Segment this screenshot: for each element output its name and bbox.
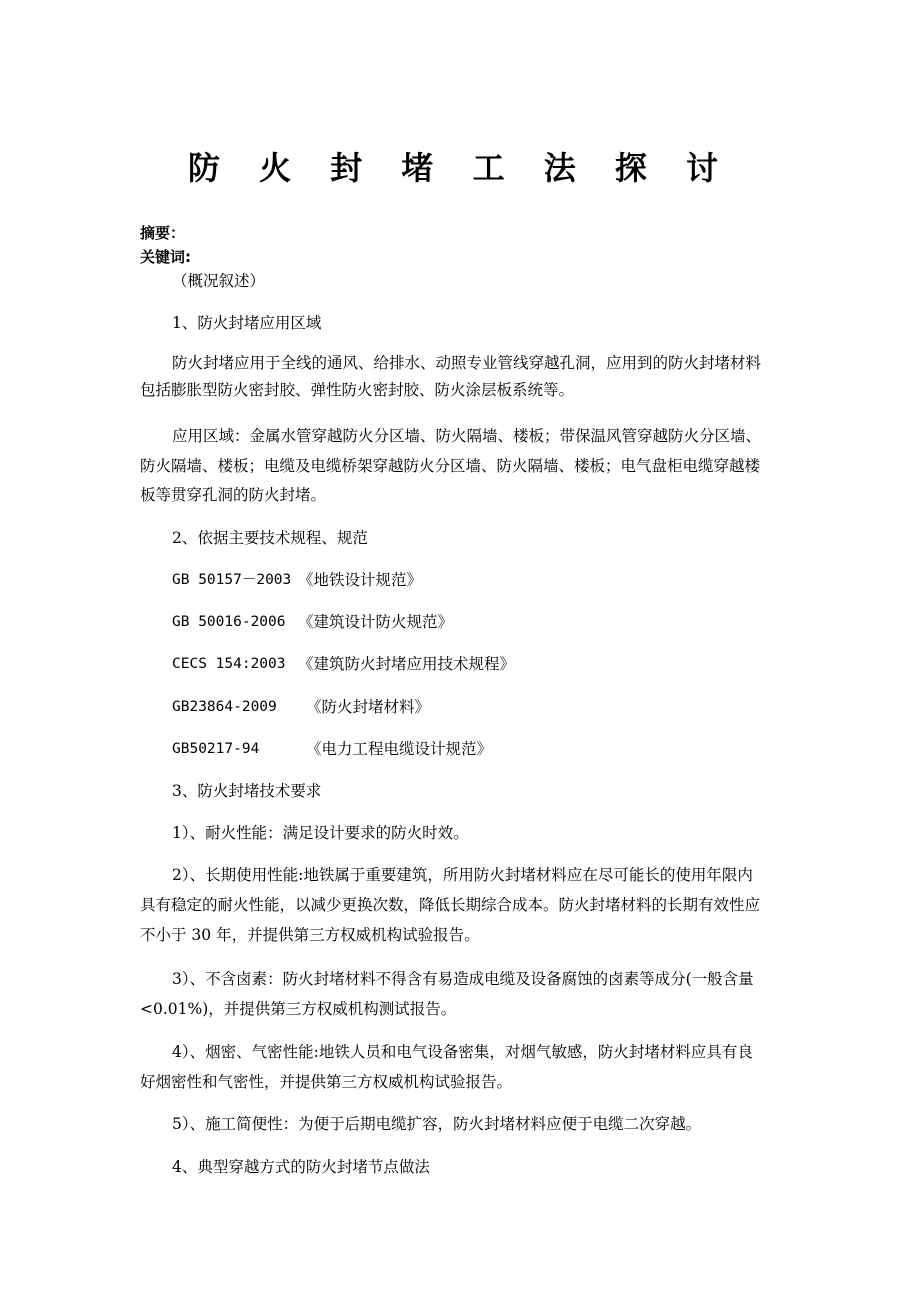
standard-row — [172, 611, 454, 633]
standard-code: GB23864-2009 — [172, 699, 277, 715]
standard-code: CECS 154:2003 — [172, 656, 286, 672]
requirement-3-line-2: <0.01%)，并提供第三方权威机构测试报告。 — [140, 1000, 457, 1018]
section-3-heading: 3、防火封堵技术要求 — [172, 782, 322, 800]
standard-row — [172, 696, 431, 718]
requirement-1: 1）、耐火性能：满足设计要求的防火时效。 — [172, 824, 469, 842]
requirement-3-line-1: 3）、不含卤素：防火封堵材料不得含有易造成电缆及设备腐蚀的卤素等成分(一般含量 — [172, 970, 754, 988]
standard-code: GB 50157－2003 — [172, 572, 292, 588]
requirement-4-line-2: 好烟密性和气密性，并提供第三方权威机构试验报告。 — [140, 1073, 513, 1091]
standard-name: 《建筑设计防火规范》 — [298, 613, 454, 631]
requirement-2-line-1: 2）、长期使用性能:地铁属于重要建筑，所用防火封堵材料应在尽可能长的使用年限内 — [172, 866, 753, 884]
requirement-2-line-2: 具有稳定的耐火性能，以减少更换次数，降低长期综合成本。防火封堵材料的长期有效性应 — [140, 896, 761, 914]
section-2-heading: 2、依据主要技术规程、规范 — [172, 529, 368, 547]
standard-name: 《防火封堵材料》 — [306, 698, 431, 716]
standard-row — [172, 653, 516, 675]
standard-row — [172, 738, 493, 760]
overview-note: （概况叙述） — [172, 272, 266, 290]
standard-code: GB 50016-2006 — [172, 614, 286, 630]
section-1-para-2-line-2: 防火隔墙、楼板；电缆及电缆桥架穿越防火分区墙、防火隔墙、楼板；电气盘柜电缆穿越楼 — [140, 457, 761, 475]
section-1-para-1-line-2: 包括膨胀型防火密封胶、弹性防火密封胶、防火涂层板系统等。 — [140, 381, 575, 399]
requirement-2-line-3: 不小于 30 年，并提供第三方权威机构试验报告。 — [140, 926, 480, 944]
document-title: 防 火 封 堵 工 法 探 讨 — [188, 149, 732, 187]
standard-name: 《电力工程电缆设计规范》 — [306, 740, 493, 758]
standard-code: GB50217-94 — [172, 741, 260, 757]
section-1-para-2-line-3: 板等贯穿孔洞的防火封堵。 — [140, 486, 327, 504]
abstract-label: 摘要： — [140, 224, 186, 242]
section-1-heading: 1、防火封堵应用区域 — [172, 314, 322, 332]
section-4-heading: 4、典型穿越方式的防火封堵节点做法 — [172, 1158, 430, 1176]
section-1-para-1-line-1: 防火封堵应用于全线的通风、给排水、动照专业管线穿越孔洞，应用到的防火封堵材料 — [172, 354, 762, 372]
standard-name: 《建筑防火封堵应用技术规程》 — [298, 655, 516, 673]
standard-name: 《地铁设计规范》 — [298, 571, 423, 589]
standard-row — [172, 569, 423, 591]
requirement-5: 5）、施工简便性：为便于后期电缆扩容，防火封堵材料应便于电缆二次穿越。 — [172, 1115, 702, 1133]
section-1-para-2-line-1: 应用区域：金属水管穿越防火分区墙、防火隔墙、楼板；带保温风管穿越防火分区墙、 — [172, 427, 762, 445]
keywords-label: 关键词: — [140, 248, 191, 266]
requirement-4-line-1: 4）、烟密、气密性能:地铁人员和电气设备密集，对烟气敏感，防火封堵材料应具有良 — [172, 1043, 753, 1061]
